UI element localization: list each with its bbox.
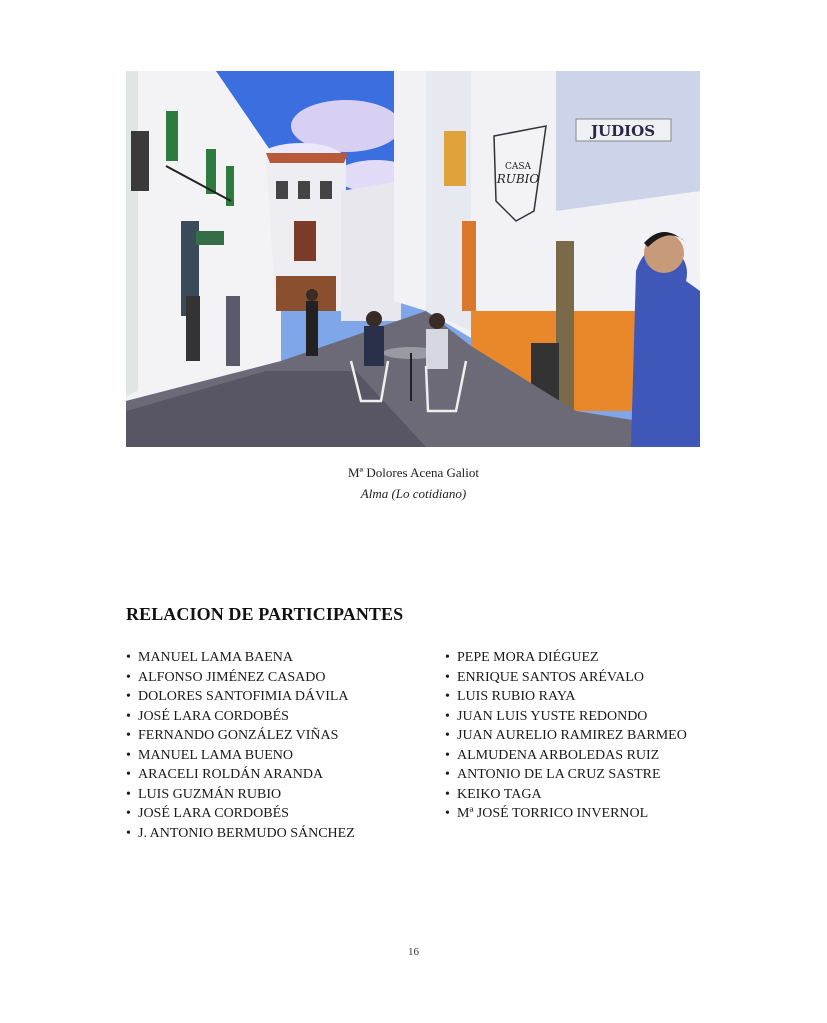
participants-list-right bbox=[445, 648, 687, 824]
participant-item: • DOLORES SANTOFIMIA DÁVILA bbox=[126, 687, 355, 707]
participant-item: • PEPE MORA DIÉGUEZ bbox=[445, 648, 687, 668]
participant-item: • JUAN LUIS YUSTE REDONDO bbox=[445, 707, 687, 727]
participant-item: • ENRIQUE SANTOS ARÉVALO bbox=[445, 668, 687, 688]
participant-item: • JOSÉ LARA CORDOBÉS bbox=[126, 804, 355, 824]
participant-item: • ALMUDENA ARBOLEDAS RUIZ bbox=[445, 746, 687, 766]
participant-item: • LUIS RUBIO RAYA bbox=[445, 687, 687, 707]
street-photo bbox=[126, 71, 700, 447]
participant-item: • J. ANTONIO BERMUDO SÁNCHEZ bbox=[126, 824, 355, 844]
caption-title: Alma (Lo cotidiano) bbox=[360, 486, 467, 501]
participant-item: • FERNANDO GONZÁLEZ VIÑAS bbox=[126, 726, 355, 746]
participant-item: • LUIS GUZMÁN RUBIO bbox=[126, 785, 355, 805]
participants-heading: RELACION DE PARTICIPANTES bbox=[126, 604, 404, 624]
participant-item: • Mª JOSÉ TORRICO INVERNOL bbox=[445, 804, 687, 824]
participant-item: • MANUEL LAMA BUENO bbox=[126, 746, 355, 766]
participant-item: • JOSÉ LARA CORDOBÉS bbox=[126, 707, 355, 727]
svg-text:JUDIOS: JUDIOS bbox=[590, 122, 656, 140]
participant-item: • MANUEL LAMA BAENA bbox=[126, 648, 355, 668]
svg-text:RUBIO: RUBIO bbox=[496, 172, 540, 186]
participant-item: • ARACELI ROLDÁN ARANDA bbox=[126, 765, 355, 785]
svg-text:CASA: CASA bbox=[504, 162, 532, 172]
participant-item: • KEIKO TAGA bbox=[445, 785, 687, 805]
participant-item: • ALFONSO JIMÉNEZ CASADO bbox=[126, 668, 355, 688]
participant-item: • JUAN AURELIO RAMIREZ BARMEO bbox=[445, 726, 687, 746]
page-number: 16 bbox=[408, 946, 419, 958]
photo-caption bbox=[0, 462, 827, 504]
participants-list-left bbox=[126, 648, 355, 843]
caption-author: Mª Dolores Acena Galiot bbox=[347, 465, 480, 480]
participant-item: • ANTONIO DE LA CRUZ SASTRE bbox=[445, 765, 687, 785]
